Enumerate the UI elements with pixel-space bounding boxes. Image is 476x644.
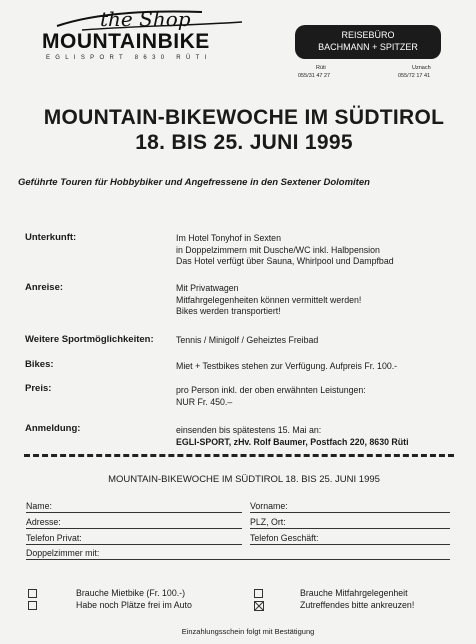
plz-label: PLZ, Ort: [250,517,286,527]
mitfahr-label: Brauche Mitfahrgelegenheit [300,588,408,598]
tel-privat-field[interactable] [26,544,242,545]
phone-left [298,64,330,80]
logo-name: MOUNTAINBIKE [42,30,210,53]
plz-field[interactable] [250,528,450,529]
mietbike-checkbox[interactable] [28,589,37,598]
preis-label: Preis: [25,383,52,394]
agency-line2: BACHMANN + SPITZER [318,42,418,52]
unterkunft-label: Unterkunft: [25,232,77,243]
anreise-line1: Mit Privatwagen [176,283,239,293]
vorname-label: Vorname: [250,501,288,511]
tel-privat-label: Telefon Privat: [26,533,82,543]
agency-line1: REISEBÜRO [341,30,395,40]
logo-script-text: the Shop [100,7,191,31]
adresse-label: Adresse: [26,517,61,527]
phone-right-number: 055/72 17 41 [398,73,431,79]
anmeldung-label: Anmeldung: [25,423,81,434]
subtitle: Geführte Touren für Hobbybiker und Angefressene in den Sextener Dolomiten [18,177,370,188]
mietbike-label: Brauche Mietbike (Fr. 100.-) [76,588,186,598]
preis-value [176,385,366,408]
name-field[interactable] [26,512,242,513]
anreise-line2: Mitfahrgelegenheiten können vermittelt werden! [176,294,362,305]
anreise-line3: Bikes werden transportiert! [176,306,281,316]
adresse-field[interactable] [26,528,242,529]
unterkunft-line2: in Doppelzimmern mit Dusche/WC inkl. Halbpension [176,244,380,255]
plaetze-checkbox[interactable] [28,601,37,610]
phone-right [398,64,431,80]
anmeldung-value [176,425,409,448]
form-title: MOUNTAIN-BIKEWOCHE IM SÜDTIROL 18. BIS 25. JUNI 1995 [108,474,380,485]
doppelzimmer-label: Doppelzimmer mit: [26,548,100,558]
anmeldung-line2: EGLI-SPORT, zHv. Rolf Baumer, Postfach 220, 8630 Rüti [176,436,409,447]
phone-left-city: Rüti [316,65,326,71]
preis-line1: pro Person inkl. der oben erwähnten Leistungen: [176,385,366,395]
anmeldung-line1: einsenden bis spätestens 15. Mai an: [176,425,322,435]
agency-badge [295,25,441,59]
anreise-value [176,283,361,318]
dashed-separator [24,454,454,457]
zutreffendes-label: Zutreffendes bitte ankreuzen! [300,600,415,610]
sport-value: Tennis / Minigolf / Geheiztes Freibad [176,335,319,345]
sport-label: Weitere Sportmöglichkeiten: [25,334,154,345]
page-title-line1: MOUNTAIN-BIKEWOCHE IM SÜDTIROL [43,106,445,129]
tel-geschaeft-label: Telefon Geschäft: [250,533,319,543]
name-label: Name: [26,501,52,511]
unterkunft-value [176,233,394,268]
unterkunft-line1: Im Hotel Tonyhof in Sexten [176,233,281,243]
vorname-field[interactable] [250,512,450,513]
phone-left-number: 055/31 47 27 [298,73,331,79]
example-crossed-checkbox-icon [254,601,264,611]
page-title-line2: 18. BIS 25. JUNI 1995 [135,131,353,154]
tel-geschaeft-field[interactable] [250,544,450,545]
preis-line2: NUR Fr. 450.– [176,396,233,407]
doppelzimmer-field[interactable] [26,559,450,560]
anreise-label: Anreise: [25,282,64,293]
phone-right-city: Uznach [412,65,431,71]
unterkunft-line3: Das Hotel verfügt über Sauna, Whirlpool und Dampfbad [176,256,394,266]
logo-subline: EGLISPORT 8630 RÜTI [46,55,212,61]
bikes-label: Bikes: [25,359,54,370]
mitfahr-checkbox[interactable] [254,589,263,598]
bikes-value: Miet + Testbikes stehen zur Verfügung. Aufpreis Fr. 100.- [176,361,398,371]
plaetze-label: Habe noch Plätze frei im Auto [76,600,192,610]
footer-note: Einzahlungsschein folgt mit Bestätigung [181,627,315,636]
